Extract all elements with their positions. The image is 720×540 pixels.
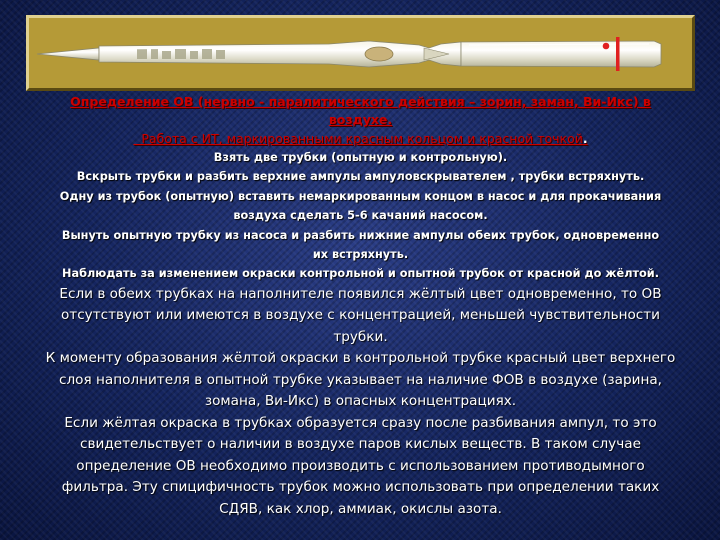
paragraph-line: Если в обеих трубках на наполнителе появился жёлтый цвет одновременно, то ОВ <box>59 285 662 302</box>
paragraph-line: свидетельствует о наличии в воздухе паров кислых веществ. В таком случае <box>80 436 641 453</box>
step-line: Наблюдать за изменением окраски контрольной и опытной трубок от красной до жёлтой. <box>62 267 659 281</box>
subtitle-period: . <box>582 131 588 146</box>
paragraph-line: отсутствуют или имеются в воздухе с концентрацией, меньшей чувствительности <box>60 307 661 324</box>
subtitle-text: Работа с ИТ, маркированными красным кольцом и красной точкой <box>133 131 583 146</box>
step-line: их встряхнуть. <box>312 248 409 262</box>
instruction-text-block <box>26 93 695 520</box>
title-line-2: воздухе. <box>328 112 393 127</box>
step-line: Вскрыть трубки и разбить верхние ампулы ампуловскрывателем , трубки встряхнуть. <box>76 170 645 184</box>
subtitle-line <box>26 129 695 148</box>
paragraph-line: СДЯВ, как хлор, аммиак, окислы азота. <box>219 500 502 517</box>
title-line-1: Определение ОВ (нервно - паралитического действия – зорин, заман, Ви-Икс) в <box>70 94 651 109</box>
paragraph-line: К моменту образования жёлтой окраски в контрольной трубке красный цвет верхнего <box>45 350 676 367</box>
step-line: Взять две трубки (опытную и контрольную). <box>213 151 508 164</box>
paragraph-line: Если жёлтая окраска в трубках образуется сразу после разбивания ампул, то это <box>64 414 657 431</box>
step-line: воздуха сделать 5-6 качаний насосом. <box>233 209 488 223</box>
indicator-tube-image <box>29 18 692 88</box>
paragraph-line: слоя наполнителя в опытной трубке указывает на наличие ФОВ в воздухе (зарина, <box>59 371 662 388</box>
paragraph-line: трубки. <box>333 328 388 345</box>
indicator-tube-banner <box>26 15 695 91</box>
paragraph-line: определение ОВ необходимо производить с использованием противодымного <box>76 457 645 474</box>
paragraph-line: фильтра. Эту спицифичность трубок можно использовать при определении таких <box>61 479 660 496</box>
step-line: Вынуть опытную трубку из насоса и разбить нижние ампулы обеих трубок, одновременно <box>61 228 660 242</box>
step-line: Одну из трубок (опытную) вставить немаркированным концом в насос и для прокачивания <box>59 189 662 203</box>
paragraph-line: зомана, Ви-Икс) в опасных концентрациях. <box>204 393 517 410</box>
